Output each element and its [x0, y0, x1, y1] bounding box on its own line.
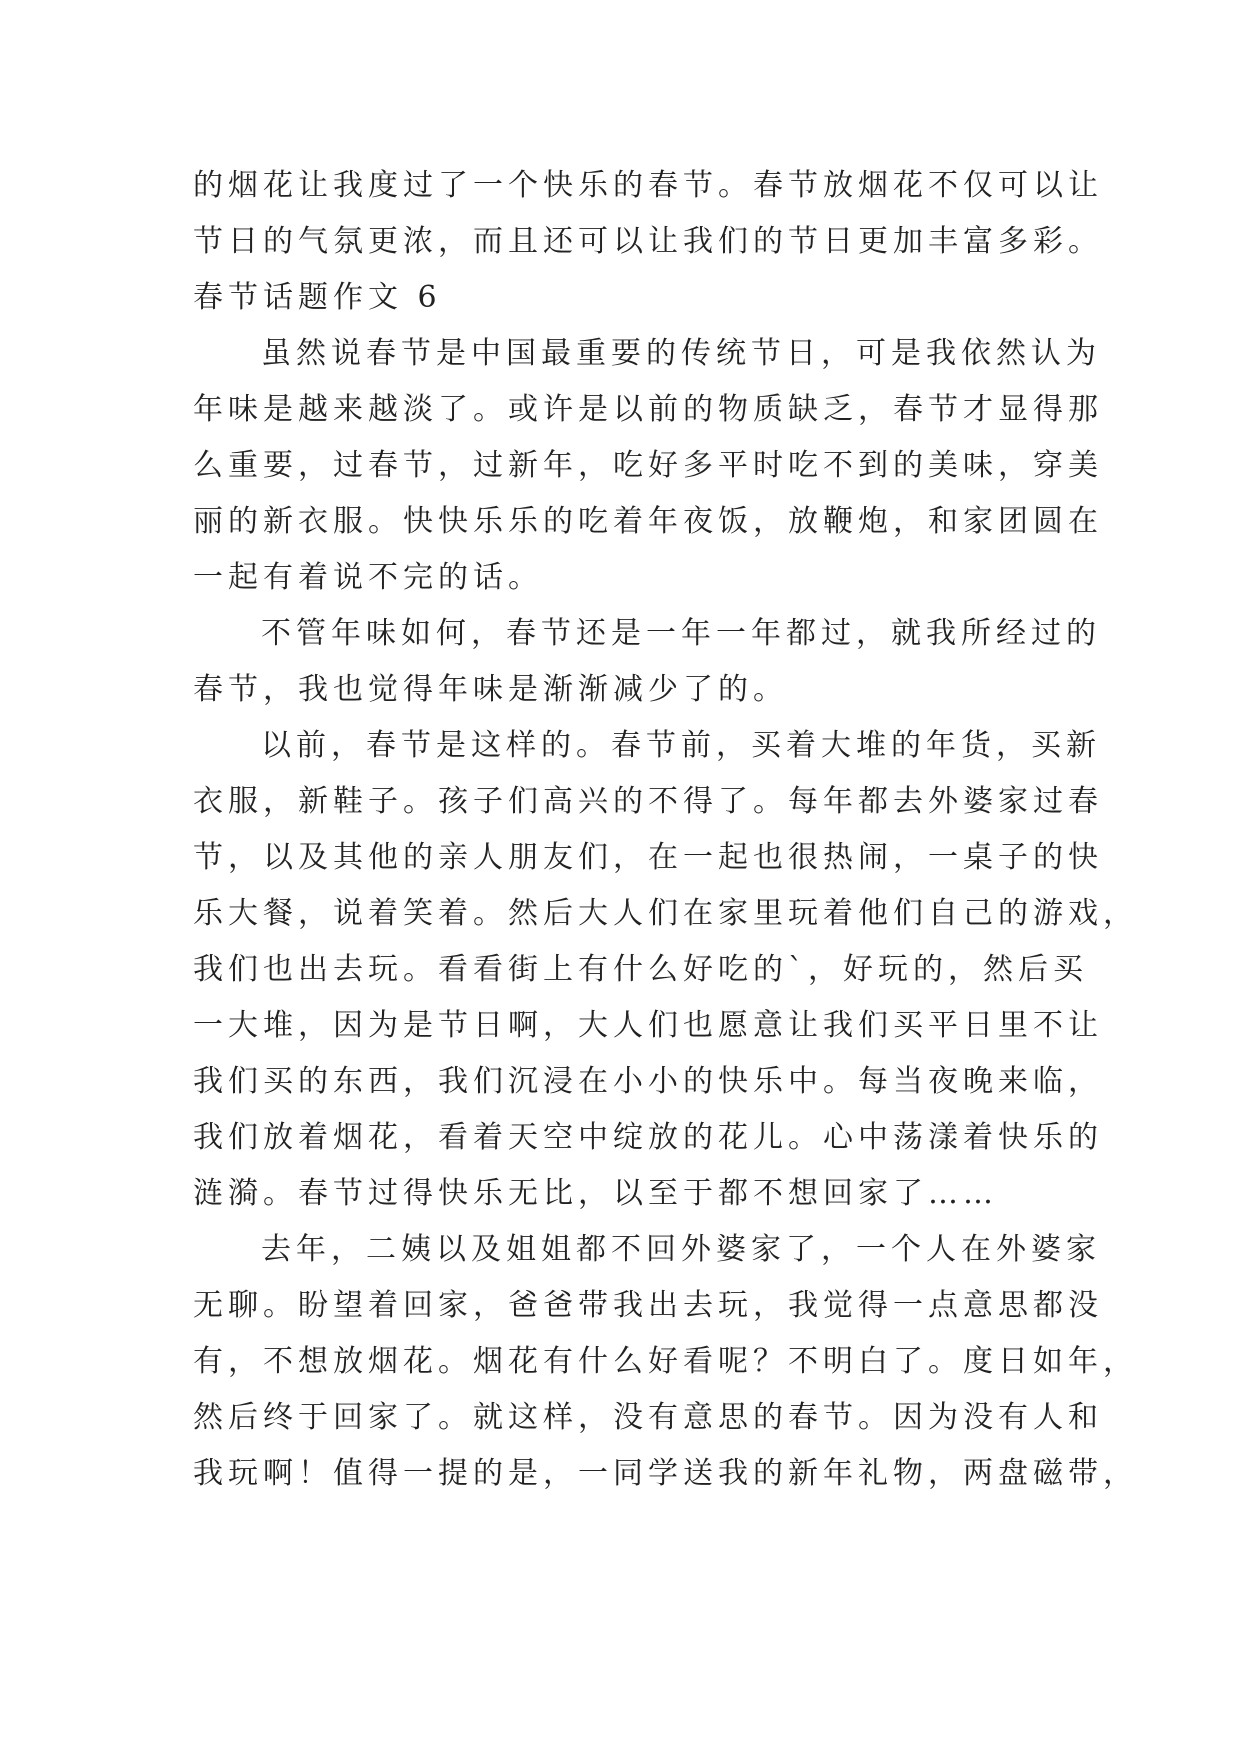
- paragraph-first-line: 虽然说春节是中国最重要的传统节日，可是我依然认为: [261, 336, 1101, 371]
- text-line: 么重要，过春节，过新年，吃好多平时吃不到的美味，穿美: [193, 448, 1103, 483]
- text-line: 节，以及其他的亲人朋友们，在一起也很热闹，一桌子的快: [193, 840, 1103, 875]
- paragraph-first-line: 不管年味如何，春节还是一年一年都过，就我所经过的: [261, 616, 1101, 651]
- text-line: 然后终于回家了。就这样，没有意思的春节。因为没有人和: [193, 1400, 1103, 1435]
- text-line: 涟漪。春节过得快乐无比，以至于都不想回家了……: [193, 1176, 998, 1211]
- paragraph-first-line: 以前，春节是这样的。春节前，买着大堆的年货，买新: [261, 728, 1101, 763]
- text-line: 年味是越来越淡了。或许是以前的物质缺乏，春节才显得那: [193, 392, 1103, 427]
- text-line: 我们也出去玩。看看街上有什么好吃的`，好玩的，然后买: [193, 952, 1088, 987]
- text-line: 衣服，新鞋子。孩子们高兴的不得了。每年都去外婆家过春: [193, 784, 1103, 819]
- text-line: 春节，我也觉得年味是渐渐减少了的。: [193, 672, 788, 707]
- section-heading: 春节话题作文 6: [193, 280, 442, 315]
- text-line: 我们放着烟花，看着天空中绽放的花儿。心中荡漾着快乐的: [193, 1120, 1103, 1155]
- text-line: 我玩啊！值得一提的是，一同学送我的新年礼物，两盘磁带，: [193, 1456, 1138, 1491]
- text-line: 我们买的东西，我们沉浸在小小的快乐中。每当夜晚来临，: [193, 1064, 1103, 1099]
- text-line: 无聊。盼望着回家，爸爸带我出去玩，我觉得一点意思都没: [193, 1288, 1103, 1323]
- text-line: 节日的气氛更浓，而且还可以让我们的节日更加丰富多彩。: [193, 224, 1103, 259]
- text-line: 有，不想放烟花。烟花有什么好看呢？不明白了。度日如年，: [193, 1344, 1138, 1379]
- document-body: [193, 158, 1138, 1502]
- paragraph-first-line: 去年，二姨以及姐姐都不回外婆家了，一个人在外婆家: [261, 1232, 1101, 1267]
- text-line: 丽的新衣服。快快乐乐的吃着年夜饭，放鞭炮，和家团圆在: [193, 504, 1103, 539]
- text-line: 乐大餐，说着笑着。然后大人们在家里玩着他们自己的游戏，: [193, 896, 1138, 931]
- text-line: 的烟花让我度过了一个快乐的春节。春节放烟花不仅可以让: [193, 168, 1103, 203]
- text-line: 一起有着说不完的话。: [193, 560, 543, 595]
- text-line: 一大堆，因为是节日啊，大人们也愿意让我们买平日里不让: [193, 1008, 1103, 1043]
